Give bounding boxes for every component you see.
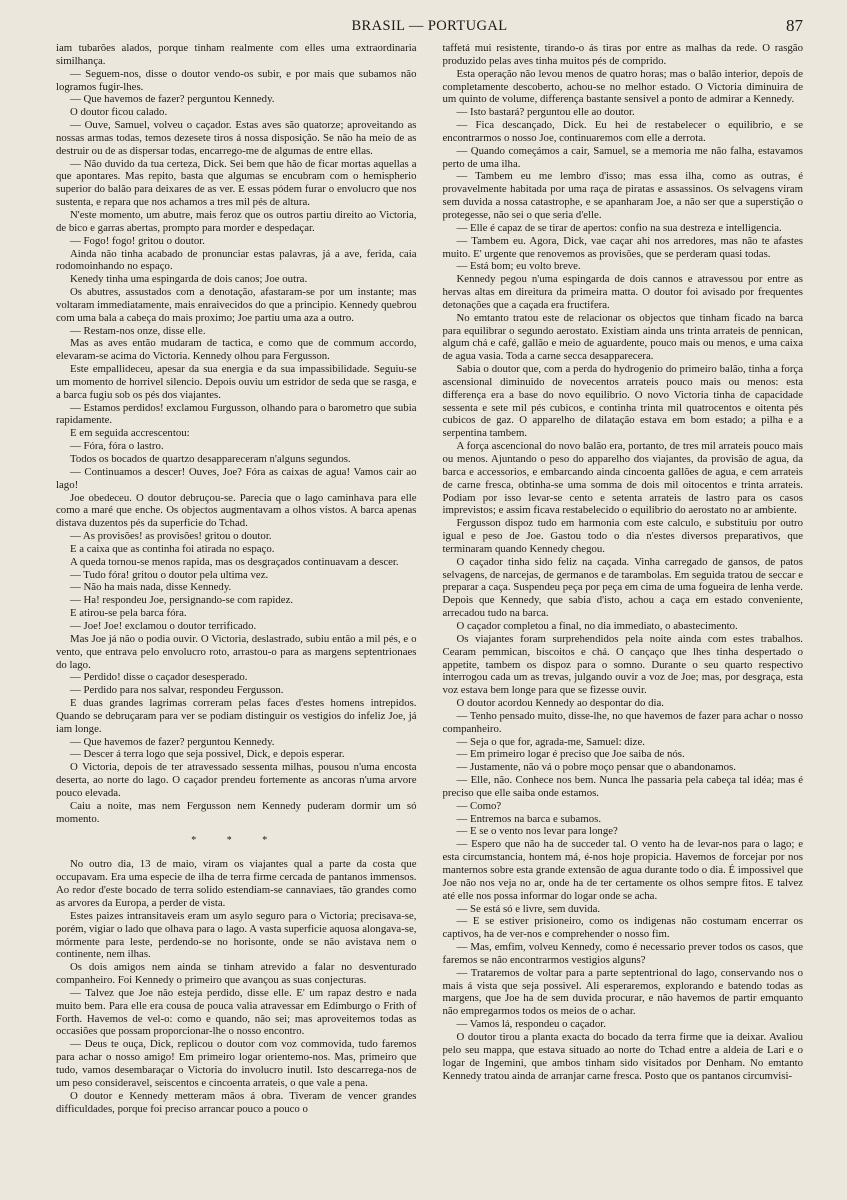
paragraph: E a caixa que as continha foi atirada no espaço. (70, 542, 275, 555)
paragraph: Joe obedeceu. O doutor debruçou-se. Parecia que o lago caminhava para elle como a maré que enche. Os objectos augmentavam a olhos vistos. A barca apenas distava duzentos pés da superficie do Tchad. (56, 491, 417, 530)
paragraph: E duas grandes lagrimas correram pelas faces d'estes homens intrepidos. Quando se debruçaram para ver se podiam distinguir os vestigios do infeliz Joe, já iam longe. (56, 697, 417, 735)
paragraph: — Perdido para nos salvar, respondeu Fergusson. (70, 684, 284, 697)
paragraph: — Restam-nos onze, disse elle. (70, 324, 206, 337)
paragraph: Ainda não tinha acabado de pronunciar estas palavras, já a ave, ferida, caia rodomoinhando no espaço. (56, 247, 417, 273)
paragraph: — Tambem eu me lembro d'isso; mas essa ilha, como as outras, é provavelmente habitada por uma raça de piratas e assassinos. Os selvagens viram sem duvida a nossa catastrophe, e se apanharam Joe, a não ser que a superstição o protegesse, não sei o que seria d'elle. (442, 170, 803, 221)
paragraph: — Seguem-nos, disse o doutor vendo-os subir, e por mais que subamos não logramos fugir-lhes. (56, 67, 417, 93)
paragraph: — Trataremos de voltar para a parte septentrional do lago, conservando nos o mais á vista que seja possivel. Ali esperaremos, explorando e batendo todas as margens, que Joe ha de sem duvida procurar, e não havemos de partir emquanto não empregarmos todos os meios de o achar. (442, 966, 803, 1018)
paragraph: Kenedy tinha uma espingarda de dois canos; Joe outra. (70, 273, 308, 286)
paragraph: O caçador tinha sido feliz na caçada. Vinha carregado de gansos, de patos selvagens, de narcejas, de germanos e de tarambolas. Em seguida tratou de seccar e preparar a caça. Suspendeu peça por peça em cima de uma fogueira de lenha verde. Depois que Kennedy, que sabia d'isto, achou a caça em estado conveniente, arrecadou tudo na barca. (442, 555, 803, 620)
paragraph: O doutor tirou a planta exacta do bocado da terra firme que ia deixar. Avaliou pelo seu mappa, que estava situado ao norte do Tchad entre a aldeia de Lari e o logar de Ingemini, que ambos tinham sido visitados por Denham. No emtanto Kennedy tratou ainda de arranjar carne fresca. Posto que os pantanos circumvisi- (442, 1030, 803, 1082)
paragraph: — Mas, emfim, volveu Kennedy, como é necessario prever todos os casos, que faremos se não encontrarmos vestigios alguns? (442, 941, 803, 966)
paragraph: A queda tornou-se menos rapida, mas os desgraçados continuavam a descer. (70, 555, 399, 568)
paragraph: E em seguida accrescentou: (70, 427, 190, 440)
page-number: 87 (786, 16, 803, 35)
right-column (443, 42, 804, 1115)
running-title: BRASIL — PORTUGAL (351, 18, 508, 34)
paragraph: Todos os bocados de quartzo desappareceram n'alguns segundos. (70, 453, 351, 465)
paragraph: — Em primeiro logar é preciso que Joe saiba de nós. (456, 748, 685, 761)
paragraph: — Se está só e livre, sem duvida. (456, 902, 601, 915)
paragraph: — Tambem eu. Agora, Dick, vae caçar ahi nos arredores, mas não te afastes muito. E' urgente que renovemos as provisões, que se perderam quasi todas. (442, 234, 803, 260)
paragraph: — Como? (456, 799, 502, 812)
paragraph: O caçador completou a final, no dia immediato, o abastecimento. (456, 619, 738, 632)
paragraph: No emtanto tratou este de relacionar os objectos que tinham ficado na barca para equilibrar o segundo aerostato. Existiam ainda uns trinta arrateis de pennican, algum chá e café, gallão e meio de aguardente, pouco mais ou menos, e uma caixa de agua vasia. Toda a carne secca desapparecera. (442, 311, 803, 363)
paragraph: — Fica descançado, Dick. Eu hei de restabelecer o equilibrio, e se encontrarmos o nosso Joe, continuaremos com elle a derrota. (442, 119, 803, 144)
paragraph: — Fogo! fogo! gritou o doutor. (70, 234, 205, 247)
paragraph: — Estamos perdidos! exclamou Furgusson, olhando para o barometro que subia rapidamente. (56, 401, 417, 427)
paragraph: — Perdido! disse o caçador desesperado. (70, 671, 248, 684)
left-column (56, 42, 417, 1115)
paragraph: E atirou-se pela barca fóra. (70, 607, 187, 620)
paragraph: — Espero que não ha de succeder tal. O vento ha de levar-nos para o lago; e esta circumstancia, hontem má, é-nos hoje propicia. Havemos de forcejar por nos manternos sobre esta grande extensão de agua durante todo o dia. É impossivel que Joe não nos veja no ar, onde ha de ter certamente os olhos sempre fitos. E talvez até elle nos possa informar do logar onde se acha. (442, 838, 803, 902)
paragraph: N'este momento, um abutre, mais feroz que os outros partiu direito ao Victoria, de bico e garras abertas, prompto para morder e despedaçar. (56, 208, 417, 234)
paragraph: Este empallideceu, apesar da sua energia e da sua impassibilidade. Seguiu-se um momento de horrivel silencio. Depois ouviu um estridor de seda que se rasga, e a barca fugiu sob os pés dos viajantes. (56, 363, 417, 401)
paragraph: Caiu a noite, mas nem Fergusson nem Kennedy puderam dormir um só momento. (56, 799, 417, 825)
paragraph: — E se o vento nos levar para longe? (456, 825, 618, 838)
paragraph: Fergusson dispoz tudo em harmonia com este calculo, e substituiu por outro igual e peso de Joe. Gastou todo o dia n'estes diversos preparativos, que terminaram quando Kennedy chegou. (442, 517, 803, 555)
paragraph: — Entremos na barca e subamos. (456, 812, 602, 825)
paragraph: Estes paizes intransitaveis eram um asylo seguro para o Victoria; precisava-se, porém, vigiar o lado que olhava para o lago. A vasta superficie aquosa alongava-se, mórmente para leste, perdendo-se no horisonte, onde se não avistava nem o continente, nem ilhas. (56, 909, 417, 961)
paragraph: — Fóra, fóra o lastro. (70, 440, 164, 453)
paragraph: — Está bom; eu volto breve. (456, 260, 581, 273)
paragraph: — Seja o que for, agrada-me, Samuel: dize. (456, 735, 645, 748)
paragraph: Os abutres, assustados com a denotação, afastaram-se por um instante; mas voltaram immediatamente, mais enraivecidos do que a principio. Kennedy quebrou com uma bala a cabeça do mais proximo; Joe partiu uma aza a outro. (56, 286, 417, 324)
paragraph: — Ouve, Samuel, volveu o caçador. Estas aves são quatorze; aproveitando as nossas armas todas, temos dezesete tiros á nossa disposição. Se não ha meio de as destruir ou de as dispersar todas, encarrego-me de algumas de entre ellas. (56, 119, 417, 157)
paragraph: — Vamos lá, respondeu o caçador. (456, 1018, 606, 1031)
paragraph: Sabia o doutor que, com a perda do hydrogenio do primeiro balão, tinha a força ascensional diminuido de novecentos arrateis pouco mais ou menos: esta differença era a base do novo equilibrio. O novo Victoria tinha de capacidade sessenta e sete mil pés cubicos, e continha trinta mil quatrocentos e oitenta pés cubicos de gaz. O apparelho de dilatação estava em bom estado; a pilha e a serpentina tambem. (442, 363, 803, 440)
page-header (56, 14, 803, 40)
paragraph: — Joe! Joe! exclamou o doutor terrificado. (70, 619, 257, 632)
section-separator: * * * (191, 835, 282, 847)
paragraph: Kennedy pegou n'uma espingarda de dois cannos e atravessou por entre as hervas altas em direitura da primeira matta. O doutor foi avisado por frequentes detonações que a caçada era fructifera. (442, 273, 803, 311)
paragraph: No outro dia, 13 de maio, viram os viajantes qual a parte da costa que occupavam. Era uma especie de ilha de terra firme cercada de pantanos immensos. Ao redor d'este bocado de terra solido estendiam-se cannaviaes, tão grandes como as arvores da Europa, a perder de vista. (56, 858, 417, 909)
paragraph: Esta operação não levou menos de quatro horas; mas o balão interior, depois de completamente descoberto, achou-se no melhor estado. O Victoria diminuira de um quinto de volume, differença bastante sensivel a ponto de admirar a Kennedy. (442, 67, 803, 106)
paragraph: — E se estiver prisioneiro, como os indigenas não costumam encerrar os captivos, ha de ver-nos e comprehender o nosso fim. (442, 915, 803, 941)
paragraph: Os viajantes foram surprehendidos pela noite ainda com estes trabalhos. Cearam pemmican, biscoitos e chá. O cançaço que lhes tinha despertado o appetite, tambem os dispoz para o somno. Durante o seu quarto respectivo interrogou cada um as trevas, julgando ouvir a voz de Joe; mas, por desgraça, esta voz estava bem longe para que se fizesse ouvir. (442, 632, 803, 697)
paragraph: — Não ha mais nada, disse Kennedy. (70, 581, 232, 594)
paragraph: — Tudo fóra! gritou o doutor pela ultima vez. (70, 568, 269, 581)
paragraph: O Victoria, depois de ter atravessado sessenta milhas, pousou n'uma encosta deserta, ao norte do lago. O caçador prendeu fortemente as ancoras n'uma arvore pouco elevada. (56, 761, 417, 799)
paragraph: O doutor e Kennedy metteram mãos á obra. Tiveram de vencer grandes difficuldades, porque foi preciso arrancar pouco a pouco o (56, 1089, 417, 1115)
paragraph: — Ha! respondeu Joe, persignando-se com rapidez. (70, 594, 294, 607)
paragraph: O doutor acordou Kennedy ao despontar do dia. (456, 697, 664, 710)
paragraph: — Quando começámos a cair, Samuel, se a memoria me não falha, estavamos perto de uma ilha. (442, 144, 803, 170)
paragraph: Mas Joe já não o podia ouvir. O Victoria, deslastrado, subiu então a mil pés, e o vento, que entrava pelo envolucro roto, arrastou-o para as margens septentrionaes do lago. (56, 632, 417, 671)
paragraph: — Não duvido da tua certeza, Dick. Sei bem que hão de ficar mortas aquellas a que apontares. Mas repito, basta que algumas se encubram com o hemispherio superior do balão para deixares de as ver. E essas pódem furar o envolucro que nos sustenta, e repara que nos achamos a tres mil pés de altura. (56, 157, 417, 209)
paragraph: — Deus te ouça, Dick, replicou o doutor com voz commovida, tudo faremos para achar o nosso amigo! Em primeiro logar orientemo-nos. Mas, primeiro que tudo, vamos desembaraçar o Victoria do involucro inutil. Isto descarrega-nos de um peso consideravel, seiscentos e cincoenta arrateis, o que vale a pena. (56, 1038, 417, 1089)
paragraph: — Continuamos a descer! Ouves, Joe? Fóra as caixas de agua! Vamos cair ao lago! (56, 465, 417, 491)
text-columns (56, 42, 803, 1115)
paragraph: — Que havemos de fazer? perguntou Kennedy. (70, 93, 275, 106)
paragraph: Os dois amigos nem ainda se tinham atrevido a falar no desventurado companheiro. Foi Kennedy o primeiro que avançou as suas conjecturas. (56, 961, 417, 987)
paragraph: iam tubarões alados, porque tinham realmente com elles uma extraordinaria similhança. (56, 42, 417, 67)
paragraph: A força ascencional do novo balão era, portanto, de tres mil arrateis pouco mais ou menos. Ajuntando o peso do apparelho dos viajantes, da provisão de agua, da barca e accessorios, e embarcando ainda cincoenta gallões de agua, e cem arrateis de carne fresca, obtinha-se uma somma de dois mil oitocentos e trinta arrateis. Podiam por isso levar-se cento e setenta arrateis de lastro para os casos imprevistos; e assim ficava restabelecido o equilibrio do aerostato no ar ambiente. (442, 440, 803, 517)
paragraph: — Justamente, não vá o pobre moço pensar que o abandonamos. (456, 761, 736, 774)
paragraph: — Isto bastará? perguntou elle ao doutor. (456, 106, 635, 119)
paragraph: — Talvez que Joe não esteja perdido, disse elle. E' um rapaz destro e nada muito bem. Para elle era cousa de pouca valia atravessar em Edimburgo o Frith of Forth. Havemos de vel-o: como e quando, não sei; mas aproveitemos todas as occasiões que possam proporcionar-lhe o nosso encontro. (56, 986, 417, 1038)
paragraph: — Elle, não. Conhece nos bem. Nunca lhe passaria pela cabeça tal idéa; mas é preciso que elle saiba onde estamos. (442, 774, 803, 799)
paragraph: — Que havemos de fazer? perguntou Kennedy. (70, 735, 275, 748)
paragraph: — Elle é capaz de se tirar de apertos: confio na sua destreza e intelligencia. (456, 221, 782, 234)
paragraph: taffetá mui resistente, tirando-o ás tiras por entre as malhas da rede. O rasgão produzido pelas aves tinha muitos pés de comprido. (442, 42, 803, 67)
paragraph: — As provisões! as provisões! gritou o doutor. (70, 530, 272, 543)
paragraph: — Descer á terra logo que seja possivel, Dick, e depois esperar. (70, 748, 345, 761)
paragraph: — Tenho pensado muito, disse-lhe, no que havemos de fazer para achar o nosso companheiro. (442, 709, 803, 735)
paragraph: Mas as aves então mudaram de tactica, e como que de commum accordo, elevaram-se acima do Victoria. Kennedy olhou para Fergusson. (56, 337, 417, 363)
paragraph: O doutor ficou calado. (70, 106, 168, 119)
